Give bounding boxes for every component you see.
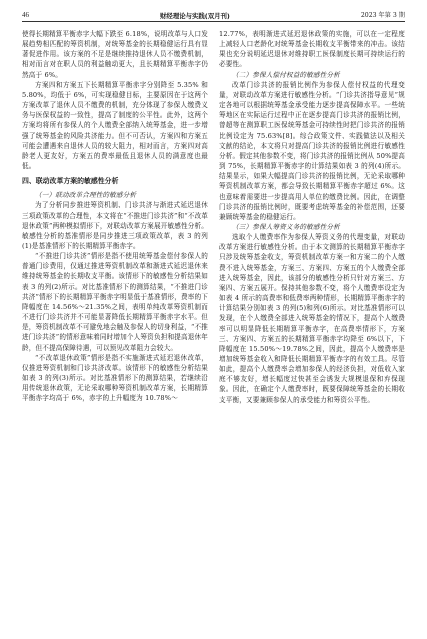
journal-name: 财经理论与实践(双月刊) bbox=[160, 11, 230, 20]
subsection-heading: （一）联动改革合理性的敏感分析 bbox=[35, 191, 137, 200]
two-column-body bbox=[22, 29, 405, 405]
paragraph: 选取个人缴费率作为参保人筹资义务的代理变量，对联动改革方案进行敏感性分析。由于本文测算的长期精算平衡赤字只涉及统筹基金收支，筹资机制改革方案一和方案二的个人缴费不进入统筹基金，方案三、方案四、方案五的个人缴费全部进入统筹基金，因此，该部分的敏感性分析只针对方案三、方案四、方案五展开。保持其他参数不变，将个人缴费率设定为如表 4 所示的高费率和低费率两种情形，长期精算平衡赤字的计算结果分别如表 3 的列(5)和列(6)所示。对比基准情形可以发现，在个人缴费全部进入统筹基金的情况下，提高个人缴费率可以明显降低长期精算平衡赤字，在高费率情形下，方案三、方案四、方案五的长期精算平衡赤字均降至 6%以下，下降幅度在 15.50%～19.78%之间，因此，提高个人缴费率是增加统筹基金收入和降低长期精算平衡赤字的有效工具。尽管如此，提高个人缴费率会增加参保人的经济负担，对低收入家庭不够友好，增长幅度过快甚至会诱发大规模退保和弃保现象。因此，在确定个人缴费率时，既要保障统筹基金的长期收支平衡，又要兼顾参保人的承受能力和筹资公平性。 bbox=[219, 233, 405, 404]
paragraph: 方案四和方案五下长期精算平衡赤字分别降至 5.35% 和 5.80%，均低于 6%，可实现稳健目标，主要原因在于这两个方案改革了退休人员不缴费的机制，充分体现了参保人缴费义务与医保权益的一致性，提高了制度的公平性。此外，这两个方案均将所有参保人的个人缴费全部纳入统筹基金，进一步增强了统筹基金的风险共济能力。但不可否认，方案四和方案五可能会遭遇来自退休人员的较大阻力，相对而言，方案四对高龄老人更友好，方案五的费率最低且退休人员的满意度也最低。 bbox=[22, 80, 208, 171]
subsection-heading: （二）参保人偿付权益的敏感性分析 bbox=[232, 70, 340, 79]
paragraph: “不推进门诊共济”情形是指不使用统筹基金偿付参保人的普通门诊费用，仅通过推进筹资机制改革和渐进式延迟退休来维持统筹基金的长期收支平衡。该情形下的敏感性分析结果如表 3 的列(2)所示。对比基准情形下的测算结果，“不推进门诊共济”情形下的长期精算平衡赤字明显低于基准情形，费率的下降幅度在 14.56%～21.35%之间，表明单纯改革筹资机制而不进行门诊共济并不可能显著降低长期精算平衡赤字水平。但是，筹资机制改革不可避免地会触及参保人的切身利益，“不推进门诊共济”的情形意味着同时增加个人筹资负担和提高退休年龄，但不提高保障待遇，可以预见改革阻力会较大。 bbox=[22, 252, 208, 352]
section-heading: 四、联动改革方案的敏感性分析 bbox=[22, 177, 119, 186]
paragraph: “不改革退休政策”情形是指不实施渐进式延迟退休改革，仅推进筹资机制和门诊共济改革。该情形下的敏感性分析结果如表 3 的列(3)所示。对比基准情形下的测算结果，若继续沿用传统退休政策，无论采取哪种筹资机制改革方案，长期精算平衡赤字均高于 6%，赤字的上升幅度为 10.78%～ bbox=[22, 353, 208, 403]
paragraph: 12.77%，表明渐进式延迟退休政策的实施，可以在一定程度上减轻人口老龄化对统筹基金长期收支平衡带来的冲击。该结果也充分说明延迟退休对维持职工医保制度长期可持续运行的必要性。 bbox=[219, 30, 405, 69]
page-number: 46 bbox=[22, 11, 29, 19]
right-column bbox=[219, 29, 405, 405]
subsection-heading: （三）参保人筹资义务的敏感性分析 bbox=[232, 222, 340, 231]
left-column bbox=[22, 29, 208, 405]
running-header bbox=[22, 8, 405, 22]
paragraph: 使得长期精算平衡赤字大幅下跌至 6.18%，说明改革与人口发展趋势相匹配的筹资机制，对统筹基金的长期稳健运行具有显著促进作用。该方案的不足是继续推持退休人员不缴费机制，相对而言对在职人员的利益触动更大，且长期精算平衡赤字仍然高于 6%。 bbox=[22, 30, 208, 79]
paragraph: 为了分析同步推进筹资机制、门诊共济与渐进式延迟退休三项政策改革的合理性，本文将在“不推进门诊共济”和“不改革退休政策”两种模拟情形下，对联动改革方案展开敏感性分析。敏感性分析的基准情形是同步推进三项政策改革，表 3 的列(1)是基准情形下的长期精算平衡赤字。 bbox=[22, 201, 208, 250]
issue-label: 2023 年第 3 期 bbox=[360, 11, 405, 19]
paragraph: 改革门诊共济的报销比例作为参保人偿付权益的代理变量，对联动改革方案进行敏感性分析。“门诊共济指导意见”规定各地可以根据统筹基金承受能力逐步提高保障水平。一些统筹地区在实际运行过程中正在逐步提高门诊共济的报销比例，曾超等在测算职工医保统筹基金可持续性时把门诊共济的报销比例设定为 75.63%[8]。综合政策文件、实践做法以及相关文献的结论，本文将只对提高门诊共济的报销比例进行敏感性分析。假定其他参数不变，将门诊共济的报销比例从 50%提高到 75%，长期精算平衡赤字的计算结果如表 3 的列(4)所示。结果显示，如果大幅提高门诊共济的报销比例，无论采取哪种筹资机制改革方案，都会导致长期精算平衡赤字超过 6%。这也意味着需要进一步提高用人单位的缴费比例。因此，在调整门诊共济的报销比例时，既要考虑统筹基金的补偿范围，还要兼顾统筹基金的稳健运行。 bbox=[219, 80, 405, 221]
